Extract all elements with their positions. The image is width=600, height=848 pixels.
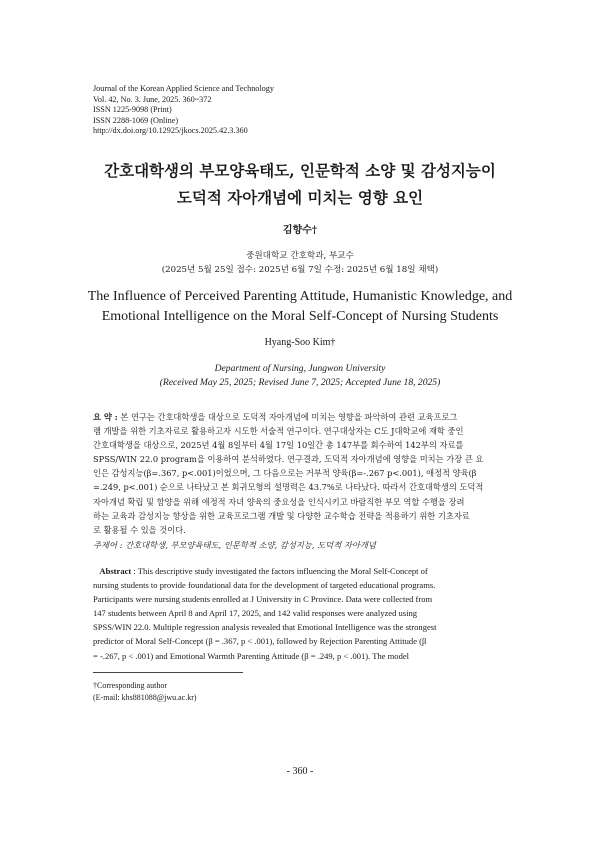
english-abstract-line bbox=[93, 564, 509, 578]
journal-doi-link[interactable]: http://dx.doi.org/10.12925/jkocs.2025.42.3.360 bbox=[93, 126, 248, 136]
korean-author: 김향수† bbox=[282, 225, 318, 236]
korean-abstract bbox=[93, 410, 509, 537]
footnote-email: (E-mail: khs881088@jwu.ac.kr) bbox=[93, 692, 197, 702]
korean-abstract-label: 요 약 : bbox=[93, 412, 118, 422]
korean-abstract-line: 로 활용될 수 있을 것이다. bbox=[93, 524, 186, 535]
footnote-corresponding: †Corresponding author bbox=[93, 681, 167, 690]
english-affiliation: Department of Nursing, Jungwon University bbox=[214, 363, 386, 374]
english-abstract bbox=[93, 564, 509, 663]
english-abstract-text: : This descriptive study investigated the factors influencing the Moral Self-Concept of bbox=[133, 566, 428, 576]
korean-abstract-line: =.249, p<.001) 순으로 나타났고 본 회귀모형의 설명력은 43.7%로 나타났다. 따라서 간호대학생의 도덕적 bbox=[93, 482, 484, 493]
english-affiliation-block bbox=[0, 362, 600, 390]
korean-abstract-line: 자아개념 확립 및 함양을 위해 애정적 자녀 양육의 중요성을 인식시키고 바람직한 부모 역할 수행을 장려 bbox=[93, 496, 465, 507]
english-author: Hyang-Soo Kim† bbox=[264, 337, 336, 348]
korean-abstract-line: 하는 교육과 감성지능 향상을 위한 교육프로그램 개발 및 다양한 교수학습 전략을 적용하기 위한 기초자료 bbox=[93, 510, 470, 521]
korean-title-line2: 도덕적 자아개념에 미치는 영향 요인 bbox=[176, 188, 424, 207]
english-abstract-line: Participants were nursing students enrolled at J University in C Province. Data were collected from bbox=[93, 594, 433, 605]
journal-name: Journal of the Korean Applied Science and Technology bbox=[93, 84, 274, 93]
english-abstract-line: predictor of Moral Self-Concept (β = .367, p < .001), followed by Rejection Parenting Attitude (β bbox=[93, 636, 427, 647]
korean-abstract-line: 간호대학생을 대상으로, 2025년 4월 8일부터 4월 17일 10일간 총 147부를 회수하여 142부의 자료를 bbox=[93, 440, 464, 451]
korean-dates: (2025년 5월 25일 접수: 2025년 6월 7일 수정: 2025년 6월 18일 채택) bbox=[161, 265, 439, 275]
korean-keywords: 주제어 : 간호대학생, 부모양육태도, 인문학적 소양, 감성지능, 도덕적 자아개념 bbox=[93, 540, 376, 550]
korean-title bbox=[0, 157, 600, 211]
korean-abstract-line: SPSS/WIN 22.0 program을 이용하여 분석하였다. 연구결과, 도덕적 자아개념에 영향을 미치는 가장 큰 요 bbox=[93, 454, 484, 465]
english-title-line2: Emotional Intelligence on the Moral Self-Concept of Nursing Students bbox=[101, 309, 499, 324]
english-abstract-line: 147 students between April 8 and April 17, 2025, and 142 valid responses were analyzed using bbox=[93, 608, 418, 619]
footnote-divider bbox=[93, 672, 243, 673]
english-abstract-line: nursing students to provide foundational data for the development of targeted educational programs. bbox=[93, 580, 436, 591]
footnote bbox=[93, 680, 197, 703]
english-abstract-line: = -.267, p < .001) and Emotional Warmth Parenting Attitude (β = .249, p < .001). The model bbox=[93, 650, 410, 661]
korean-affiliation: 중원대학교 간호학과, 부교수 bbox=[246, 251, 354, 261]
korean-abstract-line: 인은 감성지능(β=.367, p<.001)이었으며, 그 다음으로는 거부적 양육(β=-.267 p<.001), 애정적 양육(β bbox=[93, 468, 477, 479]
korean-affiliation-block bbox=[0, 249, 600, 277]
page-number: - 360 - bbox=[286, 766, 314, 777]
journal-issn-online: ISSN 2288-1069 (Online) bbox=[93, 115, 179, 125]
english-title-line1: The Influence of Perceived Parenting Attitude, Humanistic Knowledge, and bbox=[87, 289, 513, 304]
english-abstract-label: Abstract bbox=[99, 566, 132, 576]
english-abstract-line: SPSS/WIN 22.0. Multiple regression analysis revealed that Emotional Intelligence was the strongest bbox=[93, 622, 437, 633]
journal-info bbox=[93, 84, 274, 137]
english-title bbox=[0, 287, 600, 327]
korean-title-line1: 간호대학생의 부모양육태도, 인문학적 소양 및 감성지능이 bbox=[104, 161, 496, 180]
journal-volume: Vol. 42, No. 3. June, 2025. 360~372 bbox=[93, 94, 212, 104]
english-dates: (Received May 25, 2025; Revised June 7, 2025; Accepted June 18, 2025) bbox=[159, 377, 441, 388]
journal-issn-print: ISSN 1225-9098 (Print) bbox=[93, 105, 172, 115]
korean-abstract-text: 본 연구는 간호대학생을 대상으로 도덕적 자아개념에 미치는 영향을 파악하여 관련 교육프로그 bbox=[120, 412, 458, 422]
korean-abstract-line bbox=[93, 410, 509, 424]
korean-abstract-line: 램 개발을 위한 기초자료로 활용하고자 시도한 서술적 연구이다. 연구대상자는 C도 J대학교에 재학 중인 bbox=[93, 426, 464, 437]
